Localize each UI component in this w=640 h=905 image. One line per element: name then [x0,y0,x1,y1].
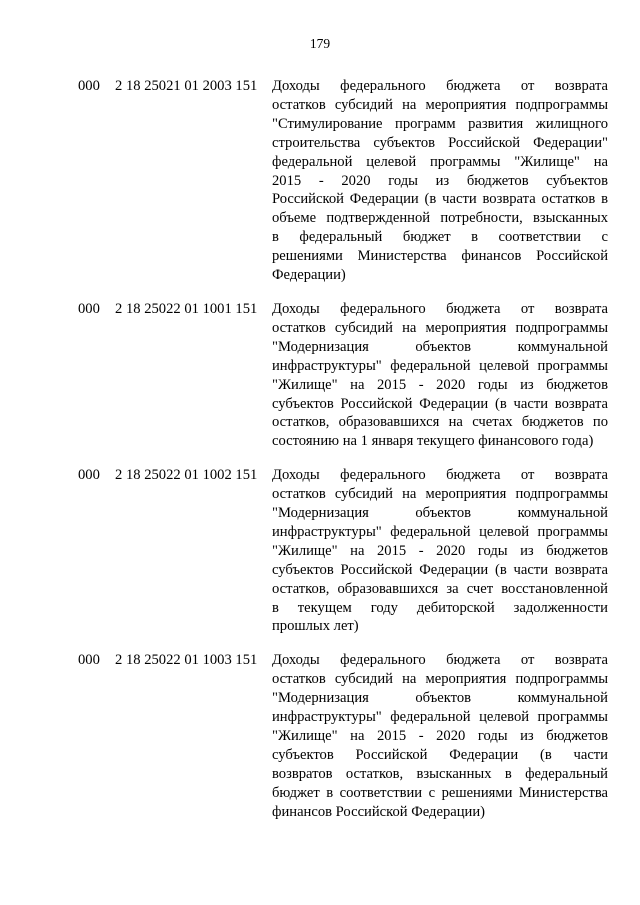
admin-code: 000 [78,652,100,669]
description-line: остатков, образовавшихся на счетах бюджетов по [272,414,608,431]
income-description [272,466,608,636]
description-line: "Модернизация объектов коммунальной [272,690,608,707]
description-line: Доходы федерального бюджета от возврата [272,652,608,669]
description-line: Российской Федерации (в части возврата остатков в [272,191,608,208]
budget-classification-code: 2 18 25022 01 1001 151 [115,300,258,317]
description-line: "Жилище" на 2015 - 2020 годы из бюджетов [272,376,608,393]
description-line: объеме подтвержденной потребности, взысканных [272,210,608,227]
page-number: 179 [309,36,331,51]
income-description [272,651,608,821]
description-line: финансов Российской Федерации) [272,803,486,820]
income-description [272,300,608,451]
admin-code: 000 [78,467,100,484]
description-line: субъектов Российской Федерации (в части [272,746,608,763]
admin-code: 000 [78,78,100,94]
description-line: "Жилище" на 2015 - 2020 годы из бюджетов [272,728,608,744]
description-line: остатков, образовавшихся за счет восстановленной [272,580,608,597]
budget-classification-code: 2 18 25022 01 1002 151 [115,467,258,484]
budget-code-list [0,77,640,837]
description-line: Федерации) [272,267,346,284]
description-line: Доходы федерального бюджета от возврата [272,300,608,317]
budget-classification-code: 2 18 25022 01 1003 151 [115,652,258,669]
description-line: субъектов Российской Федерации (в части возврата [272,395,608,412]
budget-entry [0,651,640,821]
description-line: в федеральный бюджет в соответствии с [272,229,608,246]
admin-code: 000 [78,300,100,317]
description-line: остатков субсидий на мероприятия подпрограммы [272,319,608,336]
description-line: остатков субсидий на мероприятия подпрограммы [272,671,608,688]
description-line: прошлых лет) [272,618,359,635]
description-line: инфраструктуры" федеральной целевой программы [272,523,608,540]
description-line: "Модернизация объектов коммунальной [272,505,608,522]
description-line: 2015 - 2020 годы из бюджетов субъектов [272,172,608,189]
budget-entry [0,77,640,285]
description-line: "Модернизация объектов коммунальной [272,338,608,355]
description-line: федеральной целевой программы "Жилище" на [272,153,608,170]
budget-entry [0,466,640,636]
description-line: остатков субсидий на мероприятия подпрограммы [272,96,608,113]
description-line: "Жилище" на 2015 - 2020 годы из бюджетов [272,542,608,559]
description-line: Доходы федерального бюджета от возврата [272,78,608,94]
description-line: строительства субъектов Российской Федерации" [272,134,608,151]
description-line: в текущем году дебиторской задолженности [272,599,608,616]
income-description [272,77,608,285]
description-line: субъектов Российской Федерации (в части возврата [272,561,608,578]
description-line: возвратов остатков, взысканных в федеральный [272,765,608,782]
description-line: "Стимулирование программ развития жилищного [272,115,608,132]
description-line: инфраструктуры" федеральной целевой программы [272,709,608,726]
description-line: инфраструктуры" федеральной целевой программы [272,357,608,374]
budget-entry [0,300,640,451]
description-line: Доходы федерального бюджета от возврата [272,467,608,484]
budget-classification-code: 2 18 25021 01 2003 151 [115,78,258,94]
description-line: решениями Министерства финансов Российской [272,248,608,265]
description-line: бюджет в соответствии с решениями Министерства [272,784,608,801]
description-line: состоянию на 1 января текущего финансового года) [272,433,594,450]
description-line: остатков субсидий на мероприятия подпрограммы [272,486,608,503]
